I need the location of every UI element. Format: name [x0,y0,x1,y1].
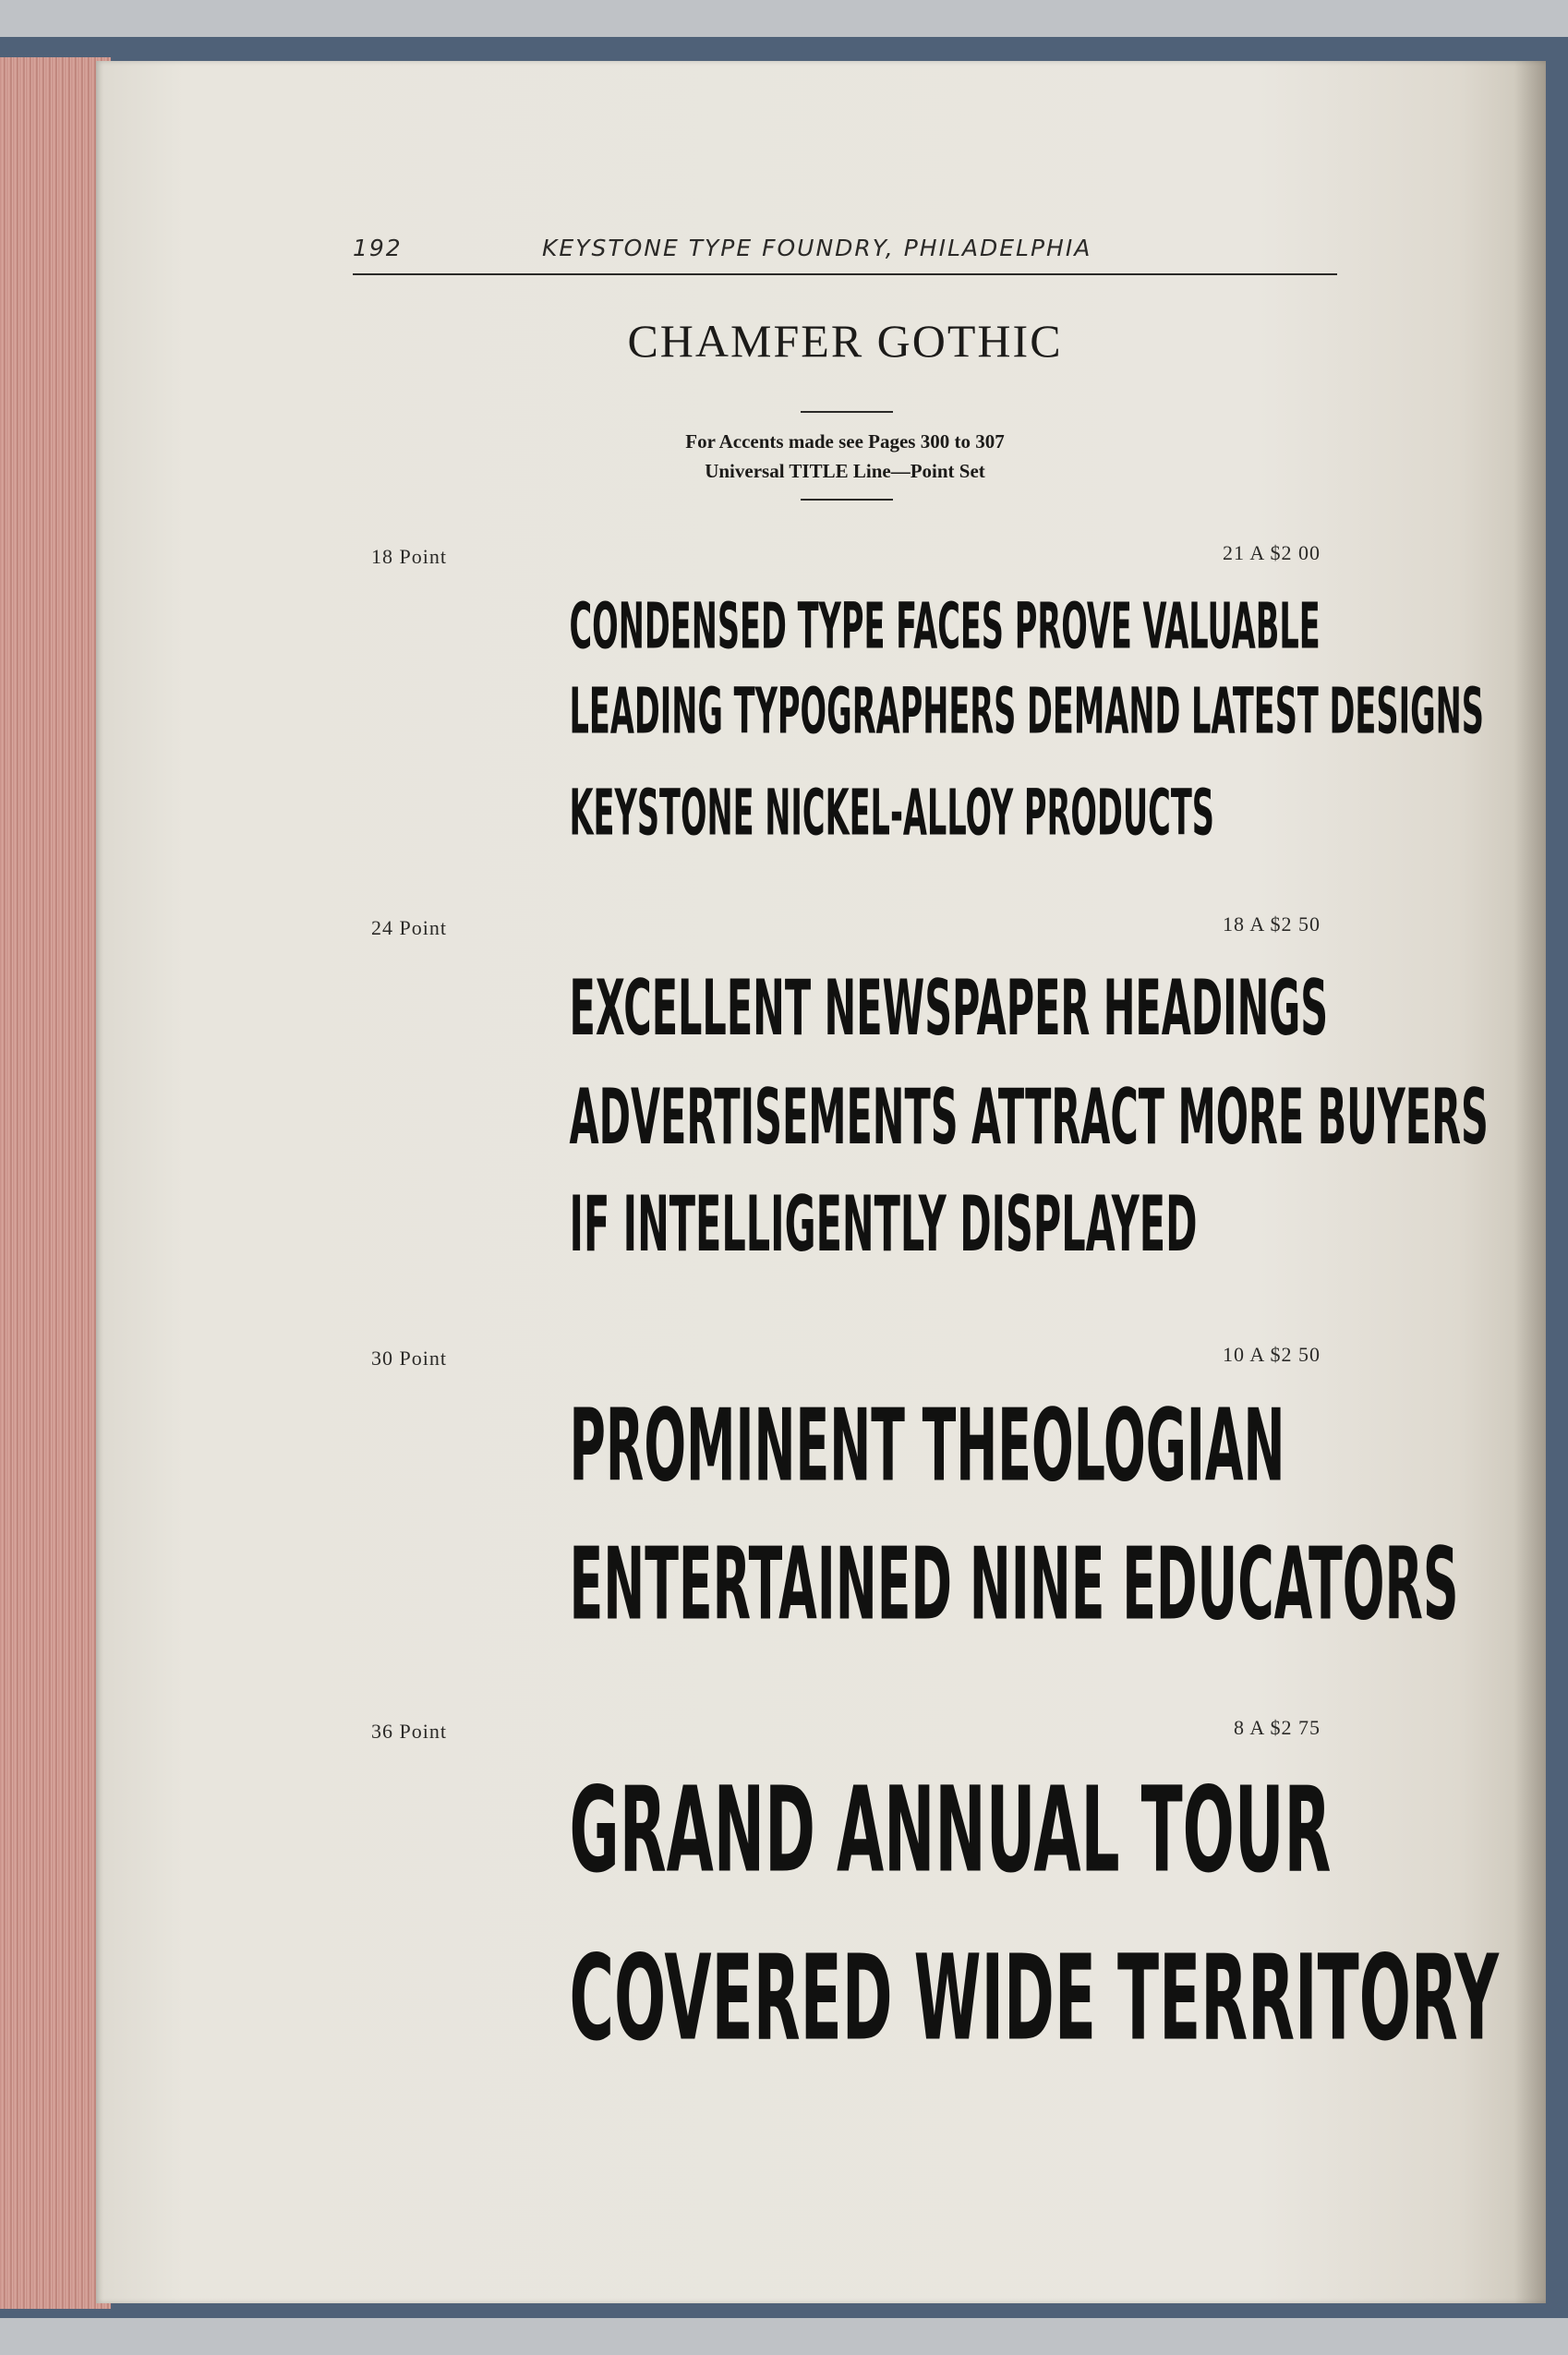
specimen-line: ENTERTAINED NINE EDUCATORS [569,1526,1459,1643]
specimen-line: ADVERTISEMENTS ATTRACT MORE BUYERS [569,1073,1489,1163]
divider-rule [801,499,893,501]
specimen-line: COVERED WIDE TERRITORY [569,1928,1499,2067]
page-edges [0,57,111,2309]
price-label: 10 A $2 50 [1223,1343,1321,1366]
running-title: KEYSTONE TYPE FOUNDRY, PHILADELPHIA [542,235,1092,261]
specimen-line: GRAND ANNUAL TOUR [569,1760,1332,1899]
price-label: 8 A $2 75 [1234,1716,1321,1739]
size-label: 36 Point [371,1720,447,1743]
specimen-line: LEADING TYPOGRAPHERS DEMAND LATEST DESIGNS [569,674,1484,749]
accents-note: For Accents made see Pages 300 to 307 [685,430,1005,453]
size-label: 24 Point [371,916,447,939]
size-label: 30 Point [371,1347,447,1370]
page-number: 192 [353,235,403,261]
page-title: CHAMFER GOTHIC [627,315,1063,367]
divider-rule [801,411,893,413]
specimen-line: PROMINENT THEOLOGIAN [569,1387,1285,1504]
specimen-line: EXCELLENT NEWSPAPER HEADINGS [569,964,1329,1054]
price-label: 21 A $2 00 [1223,541,1321,564]
size-label: 18 Point [371,545,447,568]
running-head [353,235,1337,275]
line-note: Universal TITLE Line—Point Set [705,460,985,482]
specimen-line: CONDENSED TYPE FACES PROVE VALUABLE [569,589,1321,664]
specimen-line: KEYSTONE NICKEL-ALLOY PRODUCTS [569,776,1214,851]
gutter-shadow [1514,61,1546,2303]
specimen-line: IF INTELLIGENTLY DISPLAYED [569,1180,1198,1270]
price-label: 18 A $2 50 [1223,912,1321,936]
